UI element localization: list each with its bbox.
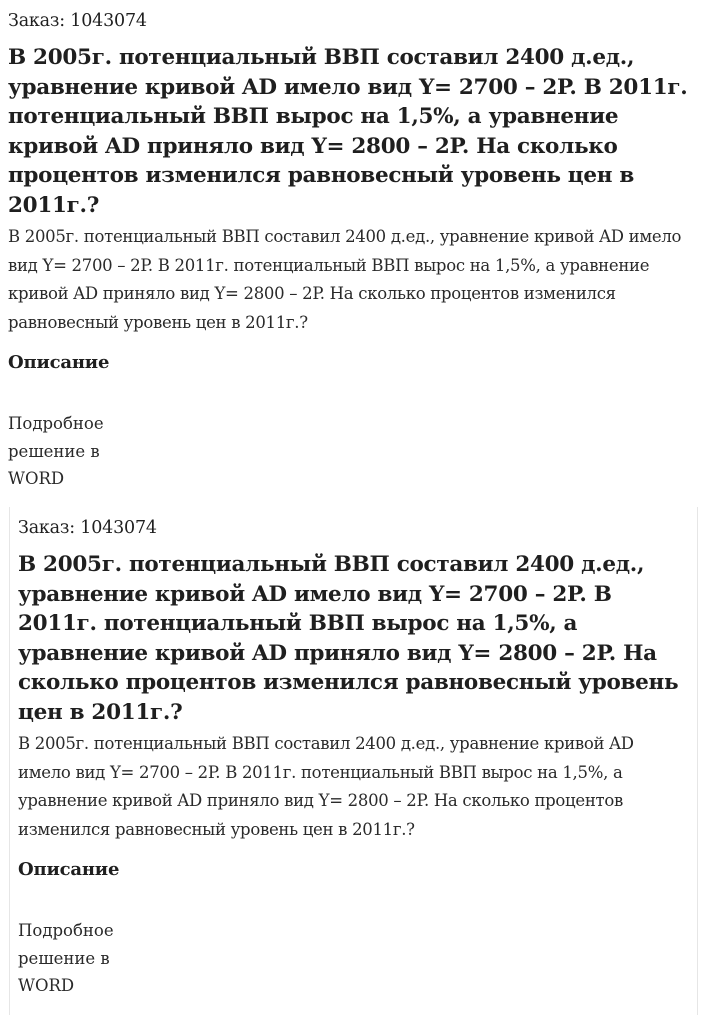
description-heading: Описание [18,859,120,880]
task-text: В 2005г. потенциальный ВВП составил 2400 д.ед., уравнение кривой AD имело вид Y= 2700 – 2P. В 2011г. потенциальный ВВП вырос на 1,5%, а уравнение кривой AD приняло вид Y= 2800 – 2P. На сколько процентов изменился равновесный уровень цен в 2011г.? [8,227,682,332]
description-heading: Описание [8,352,110,373]
task-title: В 2005г. потенциальный ВВП составил 2400 д.ед., уравнение кривой AD имело вид Y= 2700 – 2P. В 2011г. потенциальный ВВП вырос на 1,5%, а уравнение кривой AD приняло вид Y= 2800 – 2P. На сколько процентов изменился равновесный уровень цен в 2011г.? [18,552,679,725]
order-card-top [0,0,701,498]
order-card-bottom [9,507,698,1015]
order-number: Заказ: 1043074 [8,11,147,31]
card-divider [0,498,701,507]
description-text: Подробное решение в WORD [18,921,114,995]
description-text: Подробное решение в WORD [8,414,104,488]
order-number: Заказ: 1043074 [18,518,157,538]
task-title: В 2005г. потенциальный ВВП составил 2400 д.ед., уравнение кривой AD имело вид Y= 2700 – 2P. В 2011г. потенциальный ВВП вырос на 1,5%, а уравнение кривой AD приняло вид Y= 2800 – 2P. На сколько процентов изменился равновесный уровень цен в 2011г.? [8,45,688,218]
task-text: В 2005г. потенциальный ВВП составил 2400 д.ед., уравнение кривой AD имело вид Y= 2700 – 2P. В 2011г. потенциальный ВВП вырос на 1,5%, а уравнение кривой AD приняло вид Y= 2800 – 2P. На сколько процентов изменился равновесный уровень цен в 2011г.? [18,734,634,839]
